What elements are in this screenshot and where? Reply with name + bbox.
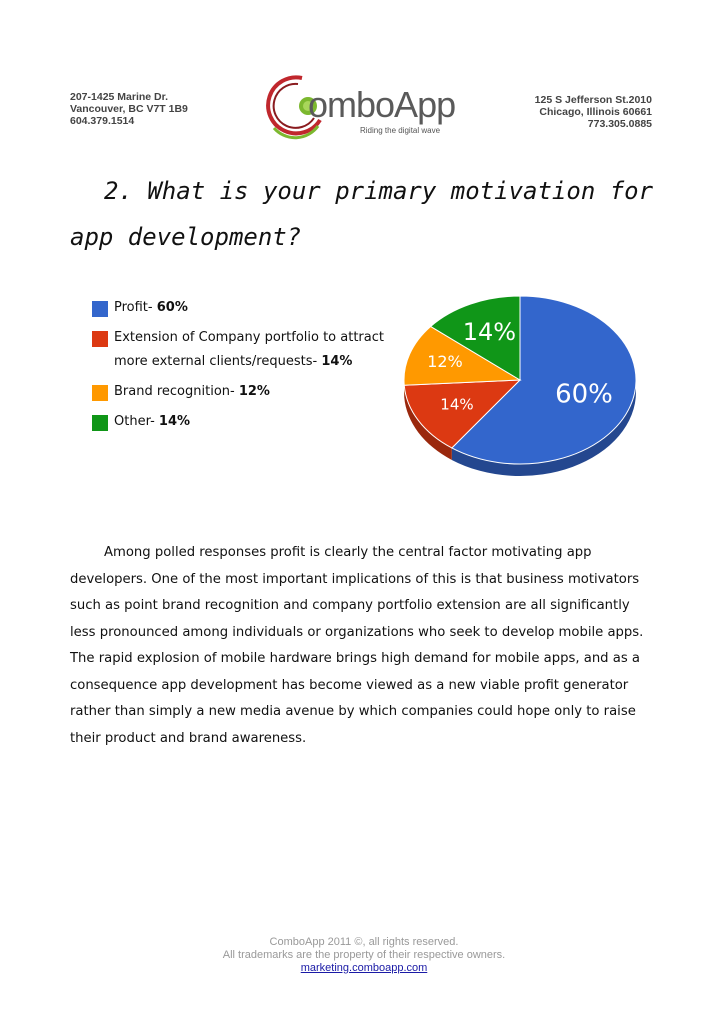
comboapp-logo: [260, 70, 460, 140]
legend-item: [92, 296, 402, 320]
legend-swatch: [92, 301, 108, 317]
legend-label: Profit-: [114, 300, 157, 315]
address-right-line: 125 S Jefferson St.2010: [534, 94, 652, 106]
legend-label: Brand recognition-: [114, 384, 239, 399]
legend-item: [92, 326, 402, 374]
question-heading: [70, 168, 670, 260]
legend-swatch: [92, 331, 108, 347]
legend-value: 12%: [238, 384, 270, 399]
pie-slice-label: 14%: [440, 395, 474, 414]
paragraph-text: Among polled responses profit is clearly the central factor motivating app developers. One of the most important implications of this is that business motivators such as point brand recognition and company portfolio extension are all significantly less pronounced among individuals or organizations who seek to develop mobile apps. The rapid explosion of mobile hardware brings high demand for mobile apps, and as a consequence app development has become viewed as a new viable profit generator rather than simply a new media avenue by which companies could hope only to raise their product and brand awareness.: [70, 545, 644, 746]
address-left: [70, 91, 188, 127]
address-left-line: Vancouver, BC V7T 1B9: [70, 103, 188, 115]
page-footer: [0, 936, 728, 975]
pie-chart: [400, 292, 640, 492]
legend-value: 14%: [321, 354, 353, 369]
address-right: [535, 94, 652, 130]
pie-slice-label: 60%: [555, 379, 613, 410]
legend-value: 60%: [156, 300, 188, 315]
chart-legend: [92, 296, 402, 440]
footer-link[interactable]: marketing.comboapp.com: [300, 962, 428, 974]
legend-item: [92, 410, 402, 434]
legend-item: [92, 380, 402, 404]
legend-value: 14%: [158, 414, 191, 429]
address-right-line: 773.305.0885: [587, 118, 652, 130]
legend-label: Other-: [114, 414, 159, 429]
pie-slice-label: 14%: [462, 317, 517, 346]
address-left-line: 604.379.1514: [70, 115, 135, 127]
address-left-line: 207-1425 Marine Dr.: [70, 91, 169, 103]
address-right-line: Chicago, Illinois 60661: [539, 106, 652, 118]
analysis-paragraph: [70, 540, 650, 752]
footer-trademark: All trademarks are the property of their respective owners.: [222, 949, 506, 961]
legend-swatch: [92, 385, 108, 401]
legend-swatch: [92, 415, 108, 431]
question-line-1: 2. What is your primary motivation for: [104, 177, 654, 205]
legend-label: Extension of Company portfolio to attract more external clients/requests-: [114, 330, 384, 369]
logo-tagline: Riding the digital wave: [360, 126, 441, 135]
question-line-2: app development?: [70, 223, 302, 251]
logo-wordmark: omboApp: [308, 84, 456, 125]
footer-copyright: ComboApp 2011 ©, all rights reserved.: [269, 936, 459, 948]
pie-slice-label: 12%: [427, 351, 463, 371]
